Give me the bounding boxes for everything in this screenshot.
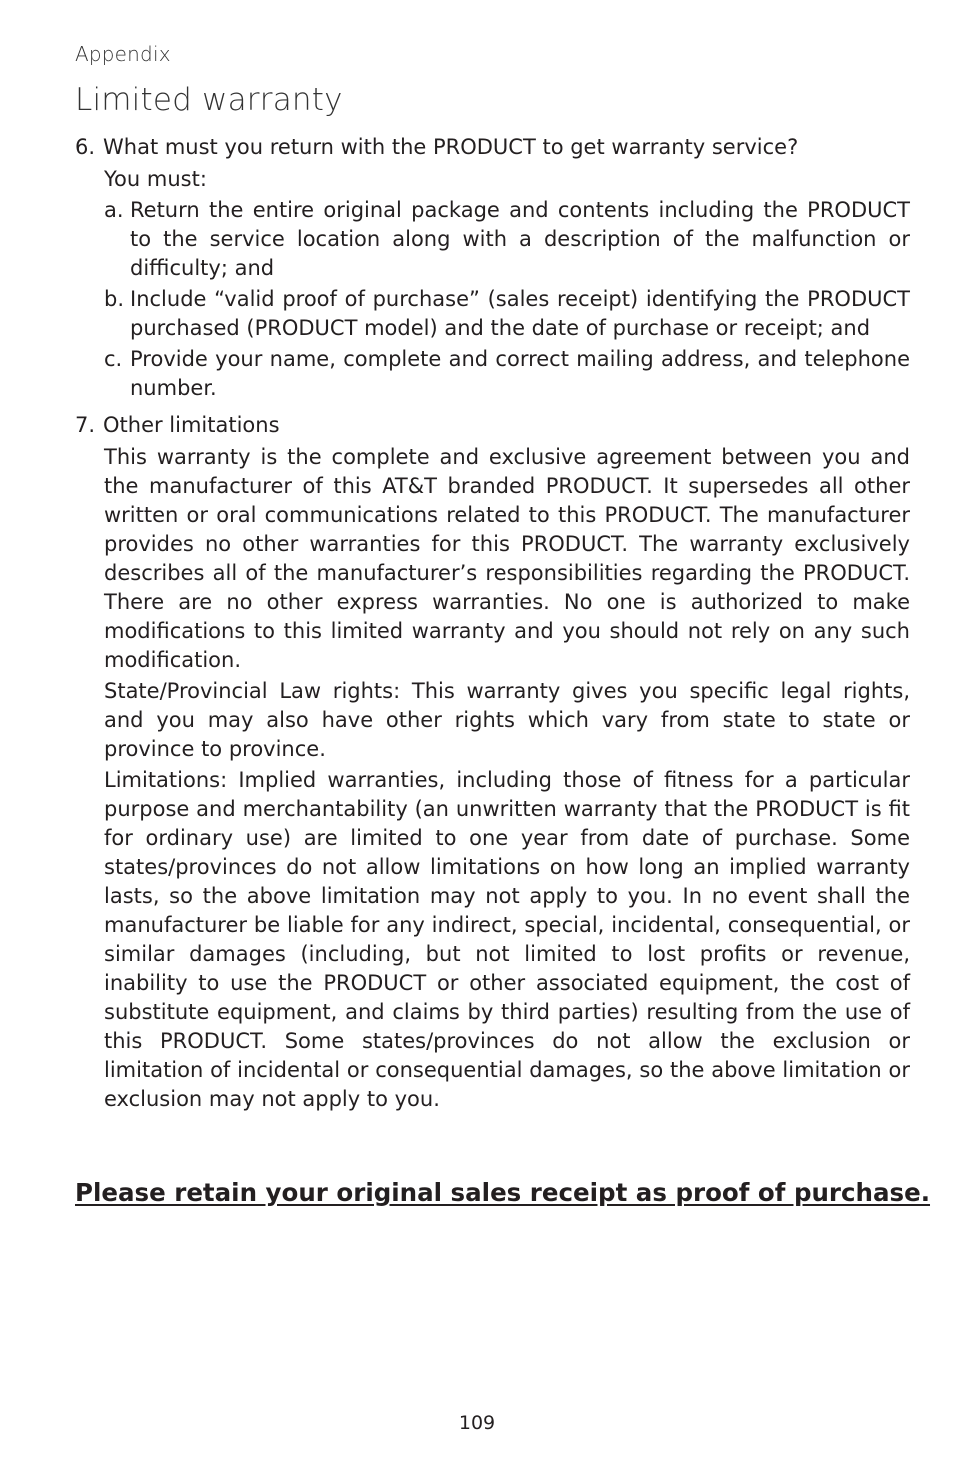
question-6-number: 6. (75, 135, 96, 159)
page-number: 109 (458, 1412, 496, 1434)
list-item (104, 345, 910, 403)
question-6 (75, 133, 910, 162)
question-7 (75, 411, 910, 440)
list-item (104, 196, 910, 283)
list-item-text: Return the entire original package and contents including the PRODUCT to the service location along with a description of the malfunction or difficulty; and (130, 198, 910, 280)
limitations-paragraph: Limitations: Implied warranties, including those of fitness for a particular purpose and merchantability (an unwritten warranty that the PRODUCT is fit for ordinary use) are limited to one year from date of purchase. Some states/provinces do not allow limitations on how long an implied warranty lasts, so the above limitation may not apply to you. In no event shall the manufacturer be liable for any indirect, special, incidental, consequential, or similar damages (including, but not limited to lost profits or revenue, inability to use the PRODUCT or other associated equipment, the cost of substitute equipment, and claims by third parties) resulting from the use of this PRODUCT. Some states/provinces do not allow the exclusion or limitation of incidental or consequential damages, so the above limitation or exclusion may not apply to you. (104, 768, 910, 1111)
list-item (104, 285, 910, 343)
question-7-text: Other limitations (103, 413, 280, 437)
question-6-intro: You must: (104, 167, 207, 191)
question-7-number: 7. (75, 413, 96, 437)
warranty-content (75, 133, 910, 1114)
list-item-text: Provide your name, complete and correct mailing address, and telephone number. (130, 347, 910, 400)
section-label: Appendix (75, 42, 171, 66)
page-title: Limited warranty (75, 82, 343, 118)
state-law-paragraph: State/Provincial Law rights: This warranty gives you specific legal rights, and you may also have other rights which vary from state to state or province to province. (104, 679, 910, 761)
agreement-paragraph: This warranty is the complete and exclusive agreement between you and the manufacturer of this AT&T branded PRODUCT. It supersedes all other written or oral communications related to this PRODUCT. The manufacturer provides no other warranties for this PRODUCT. The warranty exclusively describes all of the manufacturer’s responsibilities regarding the PRODUCT. There are no other express warranties. No one is authorized to make modifications to this limited warranty and you should not rely on any such modification. (104, 445, 910, 672)
list-item-text: Include “valid proof of purchase” (sales receipt) identifying the PRODUCT purchased (PRODUCT model) and the date of purchase or receipt; and (130, 287, 910, 340)
list-item-letter: b. (104, 287, 125, 311)
receipt-notice: Please retain your original sales receipt as proof of purchase. (75, 1178, 931, 1207)
requirements-list (104, 196, 910, 403)
list-item-letter: c. (104, 347, 123, 371)
question-6-text: What must you return with the PRODUCT to get warranty service? (103, 135, 799, 159)
list-item-letter: a. (104, 198, 124, 222)
